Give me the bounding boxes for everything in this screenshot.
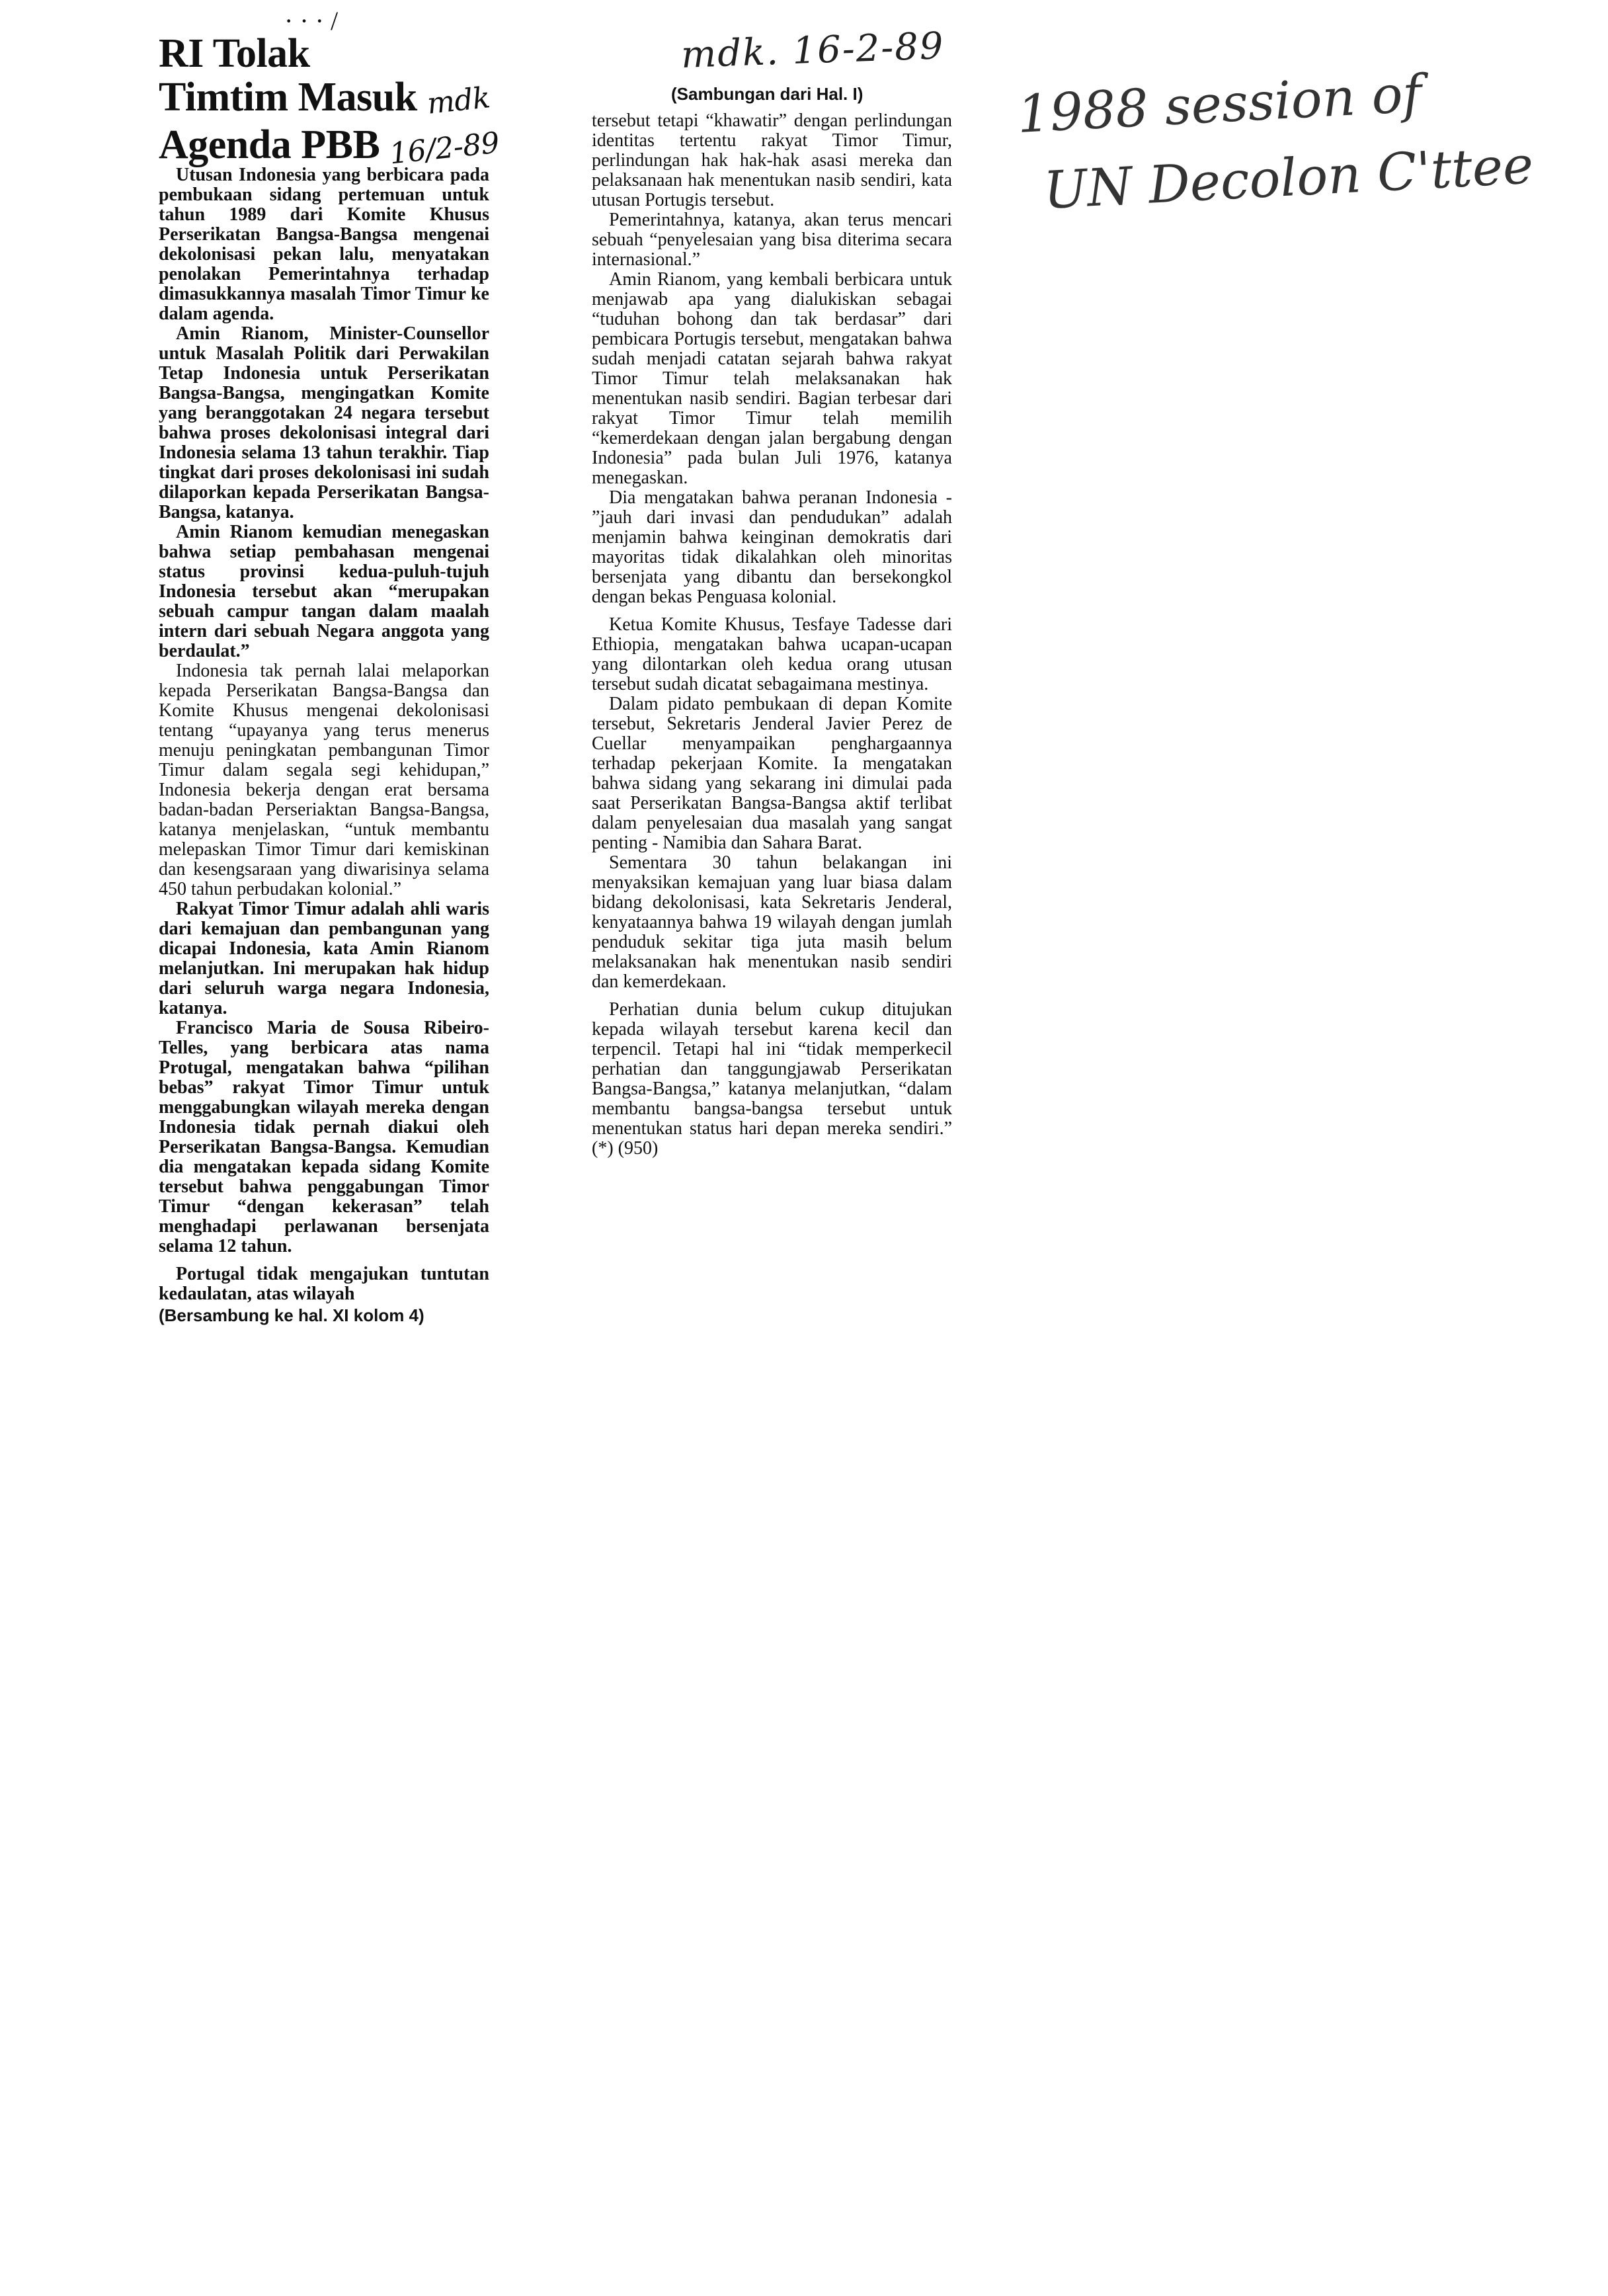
scan-marks: · · · / <box>284 6 339 36</box>
paragraph: Sementara 30 tahun belakangan ini menyaksikan kemajuan yang luar biasa dalam bidang dekolonisasi, kata Sekretaris Jenderal, kenyataannya bahwa 19 wilayah dengan jumlah penduduk sekitar tiga juta masih belum melaksanakan hak menentukan nasib sendiri dan kemerdekaan. <box>592 852 952 992</box>
margin-note-line-1: 1988 session of <box>1016 64 1424 145</box>
paragraph: Dia mengatakan bahwa peranan Indonesia - ”jauh dari invasi dan pendudukan” adalah menjamin bahwa keinginan demokratis dari mayoritas tidak dikalahkan oleh minoritas bersenjata yang dibantu dan bersekongkol dengan bekas Penguasa kolonial. <box>592 487 952 607</box>
right-column <box>592 111 952 1159</box>
left-column <box>159 165 489 1325</box>
paragraph: Amin Rianom, Minister-Counsellor untuk Masalah Politik dari Perwakilan Tetap Indonesia untuk Perserikatan Bangsa-Bangsa, mengingatkan Komite yang beranggotakan 24 negara tersebut bahwa proses dekolonisasi integral dari Indonesia selama 13 tahun terakhir. Tiap tingkat dari proses dekolonisasi ini sudah dilaporkan kepada Perserikatan Bangsa-Bangsa, katanya. <box>159 323 489 522</box>
paragraph: Amin Rianom, yang kembali berbicara untuk menjawab apa yang dialukiskan sebagai “tuduhan bohong dan tak berdasar” dari pembicara Portugis tersebut, mengatakan bahwa sudah menjadi catatan sejarah bahwa rakyat Timor Timur telah melaksanakan hak menentukan nasib sendiri. Bagian terbesar dari rakyat Timor Timur telah memilih “kemerdekaan dengan jalan bergabung dengan Indonesia” pada bulan Juli 1976, katanya menegaskan. <box>592 269 952 488</box>
paragraph: Dalam pidato pembukaan di depan Komite tersebut, Sekretaris Jenderal Javier Perez de Cuellar menyampaikan penghargaannya terhadap pekerjaan Komite. Ia mengatakan bahwa sidang yang sekarang ini dimulai pada saat Perserikatan Bangsa-Bangsa aktif terlibat dalam penyelesaian dua masalah yang sangat penting - Namibia dan Sahara Barat. <box>592 694 952 853</box>
margin-note-line-2: UN Decolon C'ttee <box>1042 136 1535 221</box>
paragraph: Portugal tidak mengajukan tuntutan kedaulatan, atas wilayah <box>159 1264 489 1304</box>
article-headline <box>159 32 502 171</box>
headline-line-1: RI Tolak <box>159 31 310 76</box>
headline-handwritten-date: 16/2-89 <box>388 126 501 171</box>
headline-line-3-text: Agenda PBB <box>159 122 380 167</box>
paragraph: Ketua Komite Khusus, Tesfaye Tadesse dari Ethiopia, mengatakan bahwa ucapan-ucapan yang dilontarkan oleh kedua orang utusan tersebut sudah dicatat sebagaimana mestinya. <box>592 614 952 694</box>
handwritten-date-stamp: mdk. 16-2-89 <box>680 24 945 77</box>
headline-handwritten-source: mdk <box>425 81 492 121</box>
paragraph: Pemerintahnya, katanya, akan terus mencari sebuah “penyelesaian yang bisa diterima secara internasional.” <box>592 210 952 270</box>
headline-line-3 <box>159 123 502 171</box>
headline-line-2 <box>159 75 502 123</box>
paragraph: Perhatian dunia belum cukup ditujukan kepada wilayah tersebut karena kecil dan terpencil. Tetapi hal ini “tidak memperkecil perhatian dan tanggungjawab Perserikatan Bangsa-Bangsa,” katanya melanjutkan, “dalam membantu bangsa-bangsa tersebut untuk menentukan status hari depan mereka sendiri.” (*) (950) <box>592 999 952 1159</box>
paragraph: Utusan Indonesia yang berbicara pada pembukaan sidang pertemuan untuk tahun 1989 dari Komite Khusus Perserikatan Bangsa-Bangsa mengenai dekolonisasi pekan lalu, menyatakan penolakan Pemerintahnya terhadap dimasukkannya masalah Timor Timur ke dalam agenda. <box>159 165 489 324</box>
paragraph: Amin Rianom kemudian menegaskan bahwa setiap pembahasan mengenai status provinsi kedua-puluh-tujuh Indonesia tersebut akan “merupakan sebuah campur tangan dalam maalah intern dari sebuah Negara anggota yang berdaulat.” <box>159 522 489 661</box>
handwritten-margin-note <box>1005 60 1600 231</box>
paragraph: tersebut tetapi “khawatir” dengan perlindungan identitas tertentu rakyat Timor Timur, perlindungan hak hak-hak asasi mereka dan pelaksanaan hak menentukan nasib sendiri, kata utusan Portugis tersebut. <box>592 110 952 210</box>
paragraph: Indonesia tak pernah lalai melaporkan kepada Perserikatan Bangsa-Bangsa dan Komite Khusus mengenai dekolonisasi tentang “upayanya yang terus menerus menuju peningkatan pembangunan Timor Timur dalam segala segi kehidupan,” Indonesia bekerja dengan erat bersama badan-badan Perseriaktan Bangsa-Bangsa, katanya menjelaskan, “untuk membantu melepaskan Timor Timur dari kemiskinan dan kesengsaraan yang diwarisinya selama 450 tahun perbudakan kolonial.” <box>159 661 489 899</box>
paragraph: Rakyat Timor Timur adalah ahli waris dari kemajuan dan pembangunan yang dicapai Indonesia, kata Amin Rianom melanjutkan. Ini merupakan hak hidup dari seluruh warga negara Indonesia, katanya. <box>159 899 489 1018</box>
paragraph: Francisco Maria de Sousa Ribeiro-Telles, yang berbicara atas nama Protugal, mengatakan bahwa “pilihan bebas” rakyat Timor Timur untuk menggabungkan wilayah mereka dengan Indonesia tidak pernah diakui oleh Perserikatan Bangsa-Bangsa. Kemudian dia mengatakan kepada sidang Komite tersebut bahwa penggabungan Timor Timur “dengan kekerasan” telah menghadapi perlawanan bersenjata selama 12 tahun. <box>159 1018 489 1256</box>
continued-from-note: (Sambungan dari Hal. I) <box>671 84 864 104</box>
continued-to-note: (Bersambung ke hal. XI kolom 4) <box>159 1305 424 1325</box>
headline-line-2-text: Timtim Masuk <box>159 75 417 120</box>
